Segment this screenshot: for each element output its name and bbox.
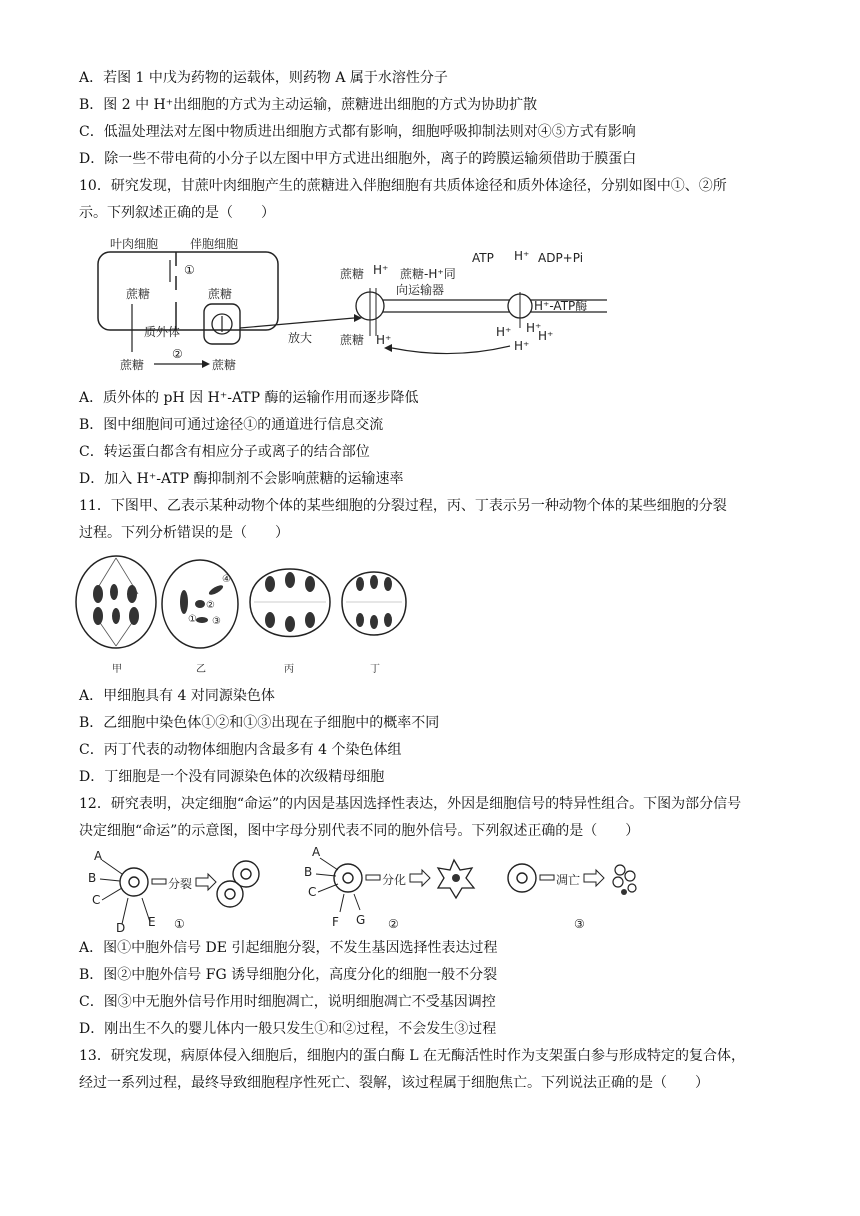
q11-option-c: C．丙丁代表的动物体细胞内含最多有 4 个染色体组 [79,742,402,758]
label-mesophyll: 叶肉细胞 [110,237,159,251]
label-death: 凋亡 [556,873,581,887]
q13-stem-line1: 13．研究发现，病原体侵入细胞后，细胞内的蛋白酶 L 在无酶活性时作为支架蛋白参与形成特定的复合体， [79,1048,746,1064]
label-c3: ③ [212,616,221,627]
label-diff: 分化 [382,873,407,887]
label-hplus-b1: H⁺ [496,325,512,339]
q12-stem-line1: 12．研究表明，决定细胞“命运”的内因是基因选择性表达，外因是细胞信号的特异性组合。下图为部分信号 [79,796,742,812]
label-split: 分裂 [168,877,193,891]
label-hplus-top2: H⁺ [514,249,530,263]
label-cotransporter: 蔗糖-H⁺同 [400,267,456,281]
q10-option-c: C．转运蛋白都含有相应分子或离子的结合部位 [79,444,370,460]
q11-stem-line1: 11．下图甲、乙表示某种动物个体的某些细胞的分裂过程，丙、丁表示另一种动物个体的某些细胞的分裂 [79,498,727,514]
q10-stem-line2: 示。下列叙述正确的是（ ） [79,205,275,221]
q12-option-c: C．图③中无胞外信号作用时细胞凋亡，说明细胞凋亡不受基因调控 [79,994,496,1010]
label-apoplast: 质外体 [144,325,181,339]
q11-stem-line2: 过程。下列分析错误的是（ ） [79,525,289,541]
label-sucrose-left: 蔗糖 [126,287,151,301]
q13-stem-line2: 经过一系列过程，最终导致细胞程序性死亡、裂解，该过程属于细胞焦亡。下列说法正确的是（ ） [79,1075,709,1091]
label-hplus-top1: H⁺ [373,263,389,277]
q12-stem-line2: 决定细胞“命运”的示意图，图中字母分别代表不同的胞外信号。下列叙述正确的是（ ） [79,823,640,839]
q9-option-c: C．低温处理法对左图中物质进出细胞方式都有影响，细胞呼吸抑制法则对④⑤方式有影响 [79,124,636,140]
q11-option-a: A．甲细胞具有 4 对同源染色体 [79,688,275,704]
sig-e1: E [148,915,156,929]
label-sucrose-inner: 蔗糖 [340,333,365,347]
q9-option-d: D．除一些不带电荷的小分子以左图中甲方式进出细胞外，离子的跨膜运输须借助于膜蛋白 [79,151,637,167]
q11-figure [74,554,414,676]
q12-option-a: A．图①中胞外信号 DE 引起细胞分裂，不发生基因选择性表达过程 [79,940,498,956]
label-path2: ② [172,347,183,361]
q12-option-b: B．图②中胞外信号 FG 诱导细胞分化，高度分化的细胞一般不分裂 [79,967,498,983]
label-sucrose-bottom: 蔗糖 [120,358,145,372]
sig-c1: C [92,893,101,907]
label-n1: ① [174,917,185,931]
label-c1: ① [188,614,197,625]
label-atp: ATP [472,251,494,265]
q12-figure [88,846,668,934]
sig-a2: A [312,846,321,859]
label-hplus-b2: H⁺ [526,321,542,335]
label-enlarge: 放大 [288,331,313,345]
sig-c2: C [308,885,317,899]
q10-option-b: B．图中细胞间可通过途径①的通道进行信息交流 [79,417,384,433]
q12-option-d: D．刚出生不久的婴儿体内一般只发生①和②过程，不会发生③过程 [79,1021,497,1037]
q10-option-a: A．质外体的 pH 因 H⁺-ATP 酶的运输作用而逐步降低 [79,390,419,406]
label-n2: ② [388,917,399,931]
label-sucrose-companion: 蔗糖 [208,287,233,301]
sig-b1: B [88,871,97,885]
q10-option-d: D．加入 H⁺-ATP 酶抑制剂不会影响蔗糖的运输速率 [79,471,404,487]
q10-figure [92,232,612,380]
sig-d1: D [116,921,126,934]
q11-option-d: D．丁细胞是一个没有同源染色体的次级精母细胞 [79,769,385,785]
label-sucrose-end: 蔗糖 [212,358,237,372]
label-hplus-b3: H⁺ [538,329,554,343]
label-c4: ④ [222,574,231,585]
label-hplus-b4: H⁺ [514,339,530,353]
q9-option-a: A．若图 1 中戊为药物的运载体，则药物 A 属于水溶性分子 [79,70,448,86]
label-companion: 伴胞细胞 [190,237,239,251]
label-cotransporter-2: 向运输器 [396,283,445,297]
q11-option-b: B．乙细胞中染色体①②和①③出现在子细胞中的概率不同 [79,715,440,731]
label-path1: ① [184,263,195,277]
sig-g2: G [356,913,366,927]
label-hplus-inner: H⁺ [376,333,392,347]
label-adp: ADP+Pi [538,251,584,265]
label-yi: 乙 [196,664,206,675]
q9-option-b: B．图 2 中 H⁺出细胞的方式为主动运输，蔗糖进出细胞的方式为协助扩散 [79,97,538,113]
sig-a1: A [94,849,103,863]
label-sucrose-outer: 蔗糖 [340,267,365,281]
sig-b2: B [304,865,313,879]
label-jia: 甲 [112,664,122,675]
label-ding: 丁 [370,664,380,675]
label-bing: 丙 [284,664,294,675]
sig-f2: F [332,915,339,929]
q10-stem-line1: 10．研究发现，甘蔗叶肉细胞产生的蔗糖进入伴胞细胞有共质体途径和质外体途径，分别如图中①、②所 [79,178,727,194]
label-c2: ② [206,600,215,611]
label-n3: ③ [574,917,585,931]
label-atpase: H⁺-ATP酶 [534,299,588,313]
